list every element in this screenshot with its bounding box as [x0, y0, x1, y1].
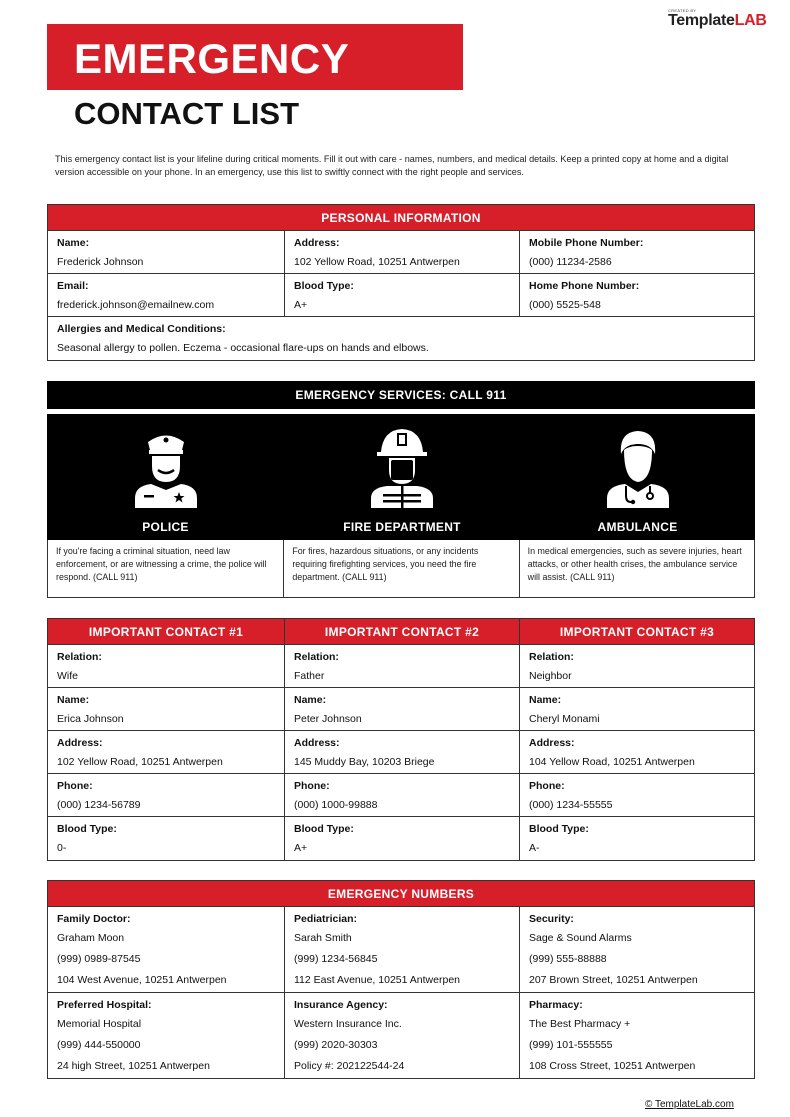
family-doctor-phone[interactable]: (999) 0989-87545 — [57, 953, 141, 965]
ambulance-column — [520, 414, 755, 540]
blood-type-label: Blood Type: — [57, 823, 117, 835]
address-cell — [285, 231, 520, 273]
hospital-phone[interactable]: (999) 444-550000 — [57, 1039, 141, 1051]
emergency-services-heading-bar — [47, 381, 755, 409]
firefighter-icon — [367, 426, 437, 508]
personal-row-2 — [48, 274, 754, 317]
contact-2-blood-cell — [285, 817, 520, 860]
contact-2-relation[interactable]: Father — [294, 670, 325, 682]
numbers-row-1 — [48, 907, 754, 993]
insurance-name[interactable]: Western Insurance Inc. — [294, 1018, 402, 1030]
email-field[interactable]: frederick.johnson@emailnew.com — [57, 299, 215, 311]
contacts-phone-row — [48, 774, 754, 817]
contact-2-address[interactable]: 145 Muddy Bay, 10203 Briege — [294, 756, 435, 768]
contact-1-relation[interactable]: Wife — [57, 670, 78, 682]
phone-label: Phone: — [294, 780, 330, 792]
address-label: Address: — [57, 737, 103, 749]
hospital-address[interactable]: 24 high Street, 10251 Antwerpen — [57, 1060, 210, 1072]
relation-label: Relation: — [294, 651, 339, 663]
contact-1-blood-type[interactable]: 0- — [57, 842, 67, 854]
mobile-cell — [520, 231, 754, 273]
contact-3-heading: IMPORTANT CONTACT #3 — [520, 619, 754, 644]
contact-3-relation[interactable]: Neighbor — [529, 670, 572, 682]
name-cell — [48, 231, 285, 273]
address-label: Address: — [294, 737, 340, 749]
police-description: If you're facing a criminal situation, need law enforcement, or are witnessing a crime, the police will respond. (CALL 911) — [48, 540, 284, 597]
relation-label: Relation: — [529, 651, 574, 663]
hospital-name[interactable]: Memorial Hospital — [57, 1018, 142, 1030]
home-phone-cell — [520, 274, 754, 316]
police-officer-icon — [131, 426, 201, 508]
important-contacts-section — [47, 618, 755, 861]
pediatrician-name[interactable]: Sarah Smith — [294, 932, 352, 944]
contact-3-relation-cell — [520, 645, 754, 687]
logo-template: Template — [668, 12, 735, 29]
page-title: EMERGENCY — [74, 35, 350, 82]
contact-3-blood-cell — [520, 817, 754, 860]
contact-2-phone-cell — [285, 774, 520, 816]
contact-1-relation-cell — [48, 645, 285, 687]
family-doctor-name[interactable]: Graham Moon — [57, 932, 125, 944]
contact-1-name-cell — [48, 688, 285, 730]
pharmacy-name[interactable]: The Best Pharmacy + — [529, 1018, 631, 1030]
blood-type-field[interactable]: A+ — [294, 299, 308, 311]
pharmacy-label: Pharmacy: — [529, 999, 583, 1011]
contacts-relation-row — [48, 645, 754, 688]
fire-department-label: FIRE DEPARTMENT — [343, 520, 461, 534]
insurance-label: Insurance Agency: — [294, 999, 388, 1011]
pediatrician-label: Pediatrician: — [294, 913, 358, 925]
blood-type-label: Blood Type: — [294, 823, 354, 835]
email-cell — [48, 274, 285, 316]
blood-type-label: Blood Type: — [529, 823, 589, 835]
allergies-label: Allergies and Medical Conditions: — [57, 323, 226, 335]
name-label: Name: — [57, 694, 90, 706]
security-phone[interactable]: (999) 555-88888 — [529, 953, 607, 965]
important-contacts-headings — [48, 619, 754, 645]
numbers-row-2 — [48, 993, 754, 1078]
pharmacy-phone[interactable]: (999) 101-555555 — [529, 1039, 613, 1051]
contact-2-name-cell — [285, 688, 520, 730]
insurance-policy[interactable]: Policy #: 202122544-24 — [294, 1060, 405, 1072]
contact-3-blood-type[interactable]: A- — [529, 842, 540, 854]
contact-1-address-cell — [48, 731, 285, 773]
contact-2-blood-type[interactable]: A+ — [294, 842, 308, 854]
hospital-cell — [48, 993, 285, 1078]
emergency-services-heading: EMERGENCY SERVICES: CALL 911 — [48, 382, 754, 408]
blood-type-label: Blood Type: — [294, 280, 354, 292]
personal-row-1 — [48, 231, 754, 274]
home-phone-label: Home Phone Number: — [529, 280, 640, 292]
insurance-phone[interactable]: (999) 2020-30303 — [294, 1039, 378, 1051]
name-label: Name: — [529, 694, 562, 706]
contact-2-name[interactable]: Peter Johnson — [294, 713, 362, 725]
templatelab-logo — [668, 8, 768, 30]
templatelab-link[interactable]: © TemplateLab.com — [645, 1099, 734, 1110]
hospital-label: Preferred Hospital: — [57, 999, 152, 1011]
doctor-icon — [603, 426, 673, 508]
contact-1-address[interactable]: 102 Yellow Road, 10251 Antwerpen — [57, 756, 223, 768]
intro-text: This emergency contact list is your lifeline during critical moments. Fill it out with care - names, numbers, and medical details. Keep a printed copy at home and a digital version accessible on your phone. In an emergency, use this list to swiftly connect with the right people and services. — [55, 154, 729, 177]
logo-created-by: CREATED BY — [668, 8, 697, 13]
phone-label: Phone: — [57, 780, 93, 792]
blood-type-cell — [285, 274, 520, 316]
personal-information-section — [47, 204, 755, 361]
emergency-services-descriptions — [47, 540, 755, 598]
address-label: Address: — [529, 737, 575, 749]
contact-1-phone-cell — [48, 774, 285, 816]
contact-3-phone[interactable]: (000) 1234-55555 — [529, 799, 613, 811]
allergies-field[interactable]: Seasonal allergy to pollen. Eczema - occasional flare-ups on hands and elbows. — [57, 342, 429, 354]
address-label: Address: — [294, 237, 340, 249]
ambulance-description: In medical emergencies, such as severe injuries, heart attacks, or other health crises, the ambulance service will assist. (CALL 911) — [527, 546, 742, 582]
contact-2-phone[interactable]: (000) 1000-99888 — [294, 799, 378, 811]
security-cell — [520, 907, 754, 992]
home-phone-field[interactable]: (000) 5525-548 — [529, 299, 601, 311]
contact-2-heading: IMPORTANT CONTACT #2 — [285, 619, 520, 644]
contact-3-phone-cell — [520, 774, 754, 816]
family-doctor-cell — [48, 907, 285, 992]
insurance-cell — [285, 993, 520, 1078]
contact-1-phone[interactable]: (000) 1234-56789 — [57, 799, 141, 811]
name-field[interactable]: Frederick Johnson — [57, 256, 144, 268]
relation-label: Relation: — [57, 651, 102, 663]
mobile-field[interactable]: (000) 11234-2586 — [529, 256, 612, 268]
security-name[interactable]: Sage & Sound Alarms — [529, 932, 632, 944]
name-label: Name: — [294, 694, 327, 706]
pediatrician-address[interactable]: 112 East Avenue, 10251 Antwerpen — [294, 974, 460, 986]
contact-1-heading: IMPORTANT CONTACT #1 — [48, 619, 285, 644]
contacts-address-row — [48, 731, 754, 774]
personal-row-3 — [48, 317, 754, 360]
fire-department-description: For fires, hazardous situations, or any incidents requiring firefighting services, you need the fire department. (CALL 911) — [284, 540, 519, 597]
contact-1-name[interactable]: Erica Johnson — [57, 713, 124, 725]
contact-1-blood-cell — [48, 817, 285, 860]
phone-label: Phone: — [529, 780, 565, 792]
emergency-numbers-heading: EMERGENCY NUMBERS — [48, 881, 754, 907]
pediatrician-phone[interactable]: (999) 1234-56845 — [294, 953, 378, 965]
contacts-blood-row — [48, 817, 754, 860]
pharmacy-cell — [520, 993, 754, 1078]
ambulance-label: AMBULANCE — [597, 520, 678, 534]
contact-3-name-cell — [520, 688, 754, 730]
contact-3-address[interactable]: 104 Yellow Road, 10251 Antwerpen — [529, 756, 695, 768]
police-column — [47, 414, 284, 540]
contact-3-address-cell — [520, 731, 754, 773]
contact-2-relation-cell — [285, 645, 520, 687]
pharmacy-address[interactable]: 108 Cross Street, 10251 Antwerpen — [529, 1060, 696, 1072]
emergency-services-panel — [47, 414, 755, 540]
fire-department-column — [284, 414, 520, 540]
allergies-cell — [48, 317, 754, 360]
email-label: Email: — [57, 280, 89, 292]
family-doctor-address[interactable]: 104 West Avenue, 10251 Antwerpen — [57, 974, 227, 986]
contacts-name-row — [48, 688, 754, 731]
security-label: Security: — [529, 913, 574, 925]
pediatrician-cell — [285, 907, 520, 992]
logo-lab: LAB — [734, 12, 767, 29]
police-label: POLICE — [142, 520, 189, 534]
security-address[interactable]: 207 Brown Street, 10251 Antwerpen — [529, 974, 698, 986]
page-subtitle: CONTACT LIST — [74, 96, 300, 131]
family-doctor-label: Family Doctor: — [57, 913, 131, 925]
contact-3-name[interactable]: Cheryl Monami — [529, 713, 600, 725]
personal-information-heading: PERSONAL INFORMATION — [48, 205, 754, 231]
mobile-label: Mobile Phone Number: — [529, 237, 644, 249]
name-label: Name: — [57, 237, 90, 249]
emergency-numbers-section — [47, 880, 755, 1079]
address-field[interactable]: 102 Yellow Road, 10251 Antwerpen — [294, 256, 460, 268]
contact-2-address-cell — [285, 731, 520, 773]
logo-wordmark — [668, 12, 767, 30]
